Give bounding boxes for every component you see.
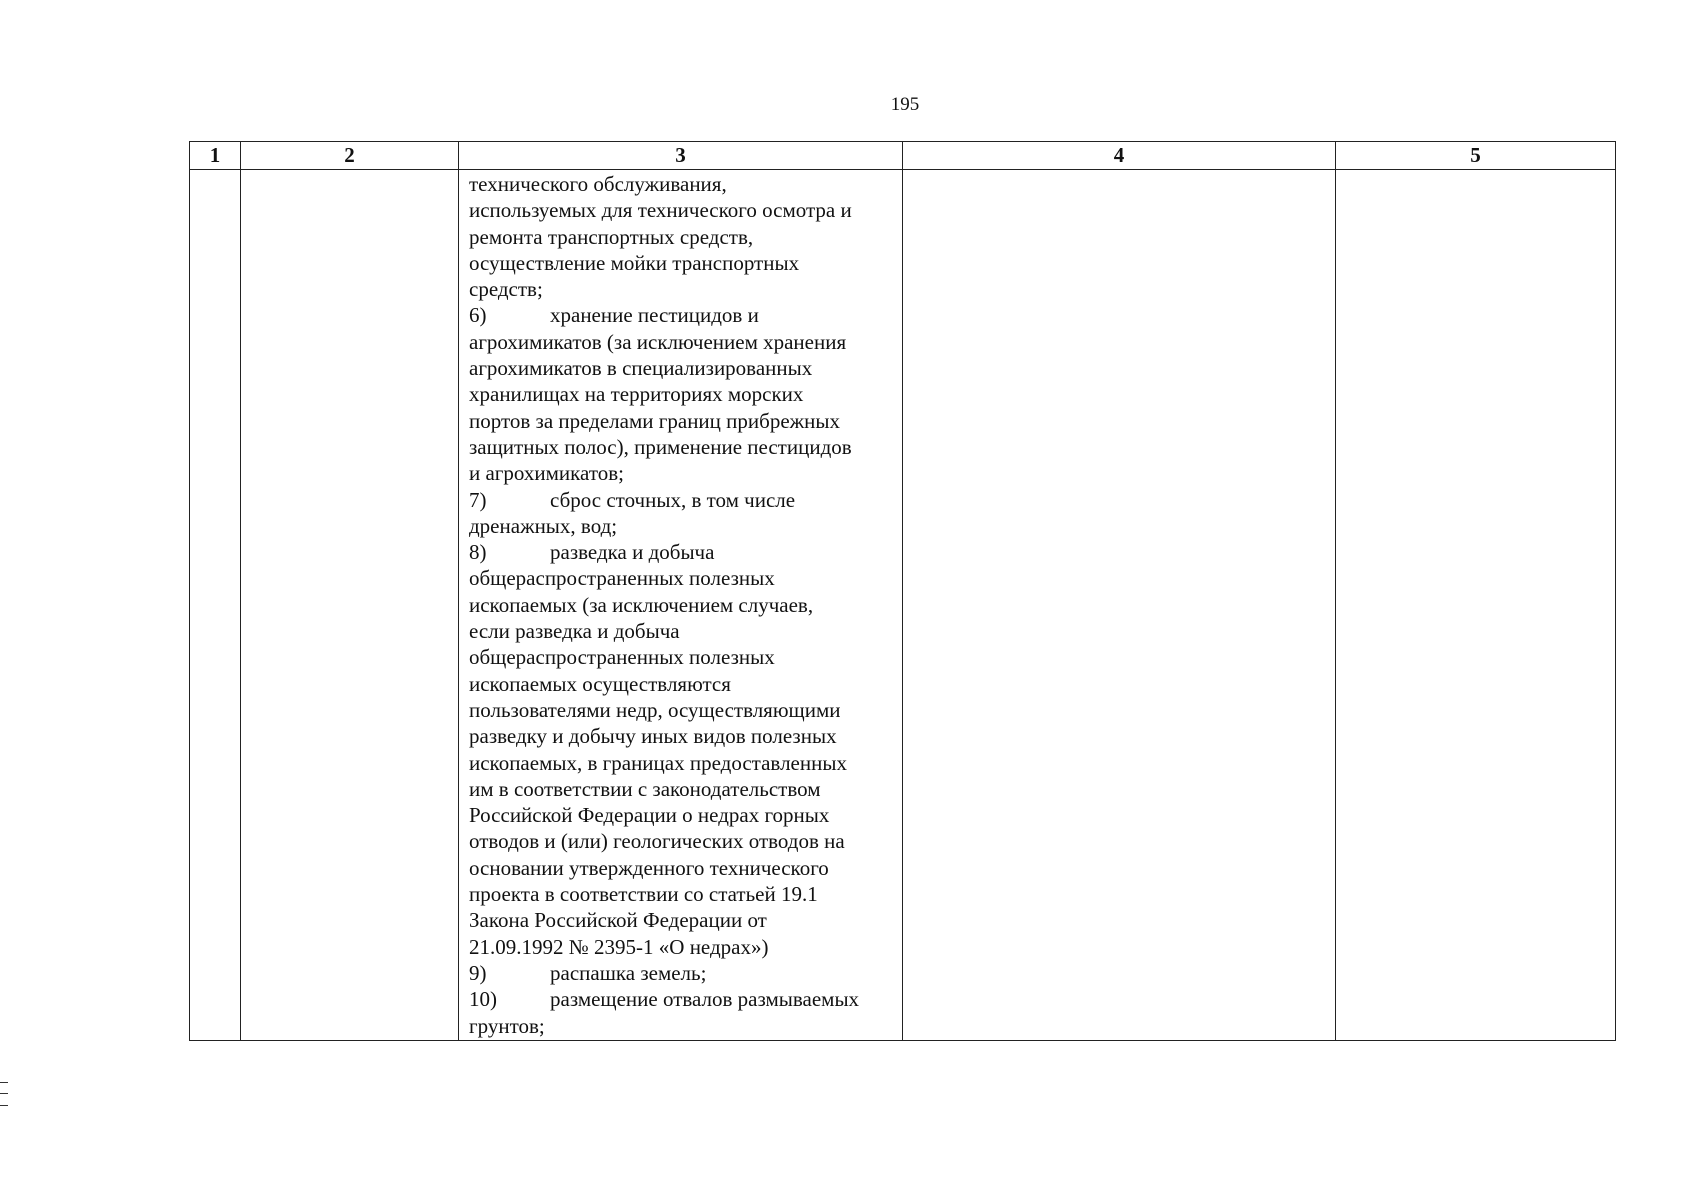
text-line [469, 986, 892, 1012]
line-text: хранение пестицидов и [550, 303, 759, 328]
line-text: используемых для технического осмотра и [469, 198, 852, 223]
text-line [469, 197, 892, 223]
text-line [469, 487, 892, 513]
header-col-2: 2 [241, 142, 459, 170]
text-line [469, 802, 892, 828]
line-text: проекта в соответствии со статьей 19.1 [469, 882, 818, 907]
list-item-number: 10) [469, 987, 497, 1012]
text-line [469, 224, 892, 250]
list-item-number: 6) [469, 303, 487, 328]
line-text: агрохимикатов в специализированных [469, 356, 813, 381]
text-line [469, 750, 892, 776]
text-line [469, 618, 892, 644]
text-line [469, 907, 892, 933]
line-text: средств; [469, 277, 543, 302]
header-col-3: 3 [459, 142, 903, 170]
line-text: ископаемых, в границах предоставленных [469, 750, 847, 775]
cell-col-4 [903, 170, 1336, 1041]
line-text: общераспространенных полезных [469, 645, 775, 670]
list-item-number: 9) [469, 960, 487, 985]
cell-col-2 [241, 170, 459, 1041]
text-line [469, 329, 892, 355]
table-header-row [190, 142, 1616, 170]
scan-edge-mark [0, 1082, 8, 1106]
text-line [469, 250, 892, 276]
page-number: 195 [890, 94, 920, 115]
line-text: агрохимикатов (за исключением хранения [469, 329, 847, 354]
line-text: сброс сточных, в том числе [550, 487, 796, 512]
cell-col-5 [1336, 170, 1616, 1041]
text-line [469, 855, 892, 881]
cell-col-1 [190, 170, 241, 1041]
line-text: основании утвержденного технического [469, 855, 829, 880]
text-line [469, 592, 892, 618]
line-text: отводов и (или) геологических отводов на [469, 829, 845, 854]
restrictions-text [459, 170, 902, 1039]
header-col-1: 1 [190, 142, 241, 170]
line-text: Закона Российской Федерации от [469, 908, 767, 933]
text-line [469, 565, 892, 591]
text-line [469, 434, 892, 460]
text-line [469, 302, 892, 328]
text-line [469, 513, 892, 539]
line-text: им в соответствии с законодательством [469, 776, 821, 801]
line-text: защитных полос), применение пестицидов [469, 434, 852, 459]
line-text: технического обслуживания, [469, 172, 727, 196]
text-line [469, 671, 892, 697]
text-line [469, 1013, 892, 1039]
text-line [469, 276, 892, 302]
line-text: ископаемых (за исключением случаев, [469, 592, 814, 617]
text-line [469, 934, 892, 960]
text-line [469, 697, 892, 723]
line-text: общераспространенных полезных [469, 566, 775, 591]
text-line [469, 381, 892, 407]
text-line [469, 960, 892, 986]
list-item-number: 8) [469, 540, 487, 565]
text-line [469, 723, 892, 749]
line-text: грунтов; [469, 1013, 545, 1038]
header-col-5: 5 [1336, 142, 1616, 170]
cell-col-3 [459, 170, 903, 1041]
line-text: размещение отвалов размываемых [550, 987, 860, 1012]
line-text: пользователями недр, осуществляющими [469, 697, 841, 722]
text-line [469, 171, 892, 197]
document-table [189, 141, 1616, 1041]
text-line [469, 460, 892, 486]
text-line [469, 644, 892, 670]
text-line [469, 881, 892, 907]
line-text: разведка и добыча [550, 540, 715, 565]
line-text: распашка земель; [550, 960, 707, 985]
table-row [190, 170, 1616, 1041]
line-text: Российской Федерации о недрах горных [469, 803, 830, 828]
text-line [469, 355, 892, 381]
header-col-4: 4 [903, 142, 1336, 170]
list-item-number: 7) [469, 487, 487, 512]
text-line [469, 776, 892, 802]
text-line [469, 828, 892, 854]
text-line [469, 408, 892, 434]
line-text: хранилищах на территориях морских [469, 382, 804, 407]
line-text: 21.09.1992 № 2395-1 «О недрах») [469, 934, 769, 959]
line-text: портов за пределами границ прибрежных [469, 408, 840, 433]
line-text: дренажных, вод; [469, 513, 618, 538]
text-line [469, 539, 892, 565]
line-text: осуществление мойки транспортных [469, 250, 800, 275]
line-text: ремонта транспортных средств, [469, 224, 754, 249]
line-text: разведку и добычу иных видов полезных [469, 724, 837, 749]
line-text: и агрохимикатов; [469, 461, 624, 486]
line-text: ископаемых осуществляются [469, 671, 731, 696]
line-text: если разведка и добыча [469, 619, 680, 644]
